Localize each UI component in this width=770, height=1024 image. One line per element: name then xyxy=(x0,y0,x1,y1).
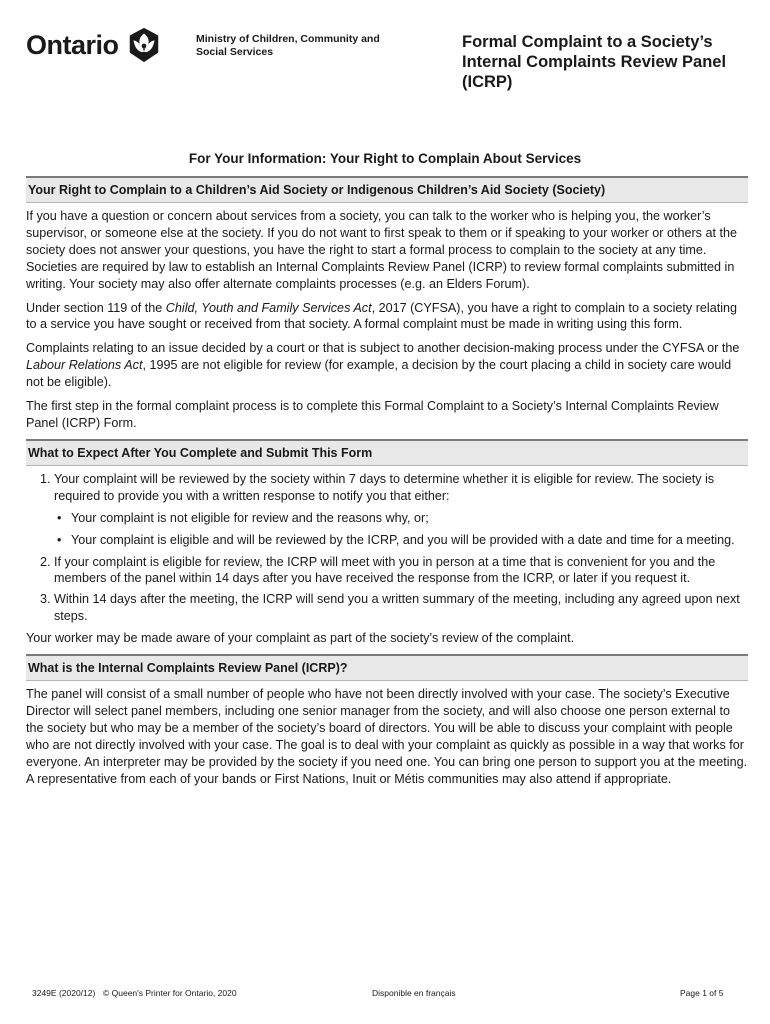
bullet-item: • Your complaint is eligible and will be reviewed by the ICRP, and you will be provided with a date and time for a meeting. xyxy=(71,532,748,549)
ministry-name: Ministry of Children, Community and Social Services xyxy=(196,33,380,58)
text-span: Under section 119 of the xyxy=(26,300,166,315)
act-title: Labour Relations Act xyxy=(26,358,143,373)
trillium-icon xyxy=(125,26,163,64)
paragraph-concerns: If you have a question or concern about services from a society, you can talk to the worker who is helping you, the worker’s supervisor, or someone else at the society. If you do not want to first speak to them or if speaking to your worker or others at the society does not answer your questions, you have the right to start a formal process to complain to the society at any time. Societies are required by law to establish an Internal Complaints Review Panel (ICRP) to review formal complaints submitted in writing. Your society may also offer alternate complaints processes (e.g. an Elders Forum). xyxy=(26,209,737,291)
act-title: Child, Youth and Family Services Act xyxy=(165,300,372,315)
bullet-item: • Your complaint is not eligible for review and the reasons why, or; xyxy=(71,510,748,527)
form-number: 3249E (2020/12) xyxy=(32,988,96,998)
step-text: Your complaint will be reviewed by the society within 7 days to determine whether it is eligible for review. The society is required to provide you with a written response to notify you that either: xyxy=(54,471,715,503)
page-number: Page 1 of 5 xyxy=(680,988,724,998)
ontario-wordmark: Ontario xyxy=(26,29,119,60)
copyright: © Queen's Printer for Ontario, 2020 xyxy=(103,988,237,998)
list-item: 2. If your complaint is eligible for review, the ICRP will meet with you in person at a time that is convenient for you and the members of the panel within 14 days after you have received the response from the ICRP, or later if you request it. xyxy=(54,554,748,588)
paragraph-panel: The panel will consist of a small number of people who have not been directly involved with your case. The society’s Executive Director will select panel members, including one senior manager from the society, and will also choose one person external to the society but who may be a member of the society’s board of directors. You will be able to discuss your complaint with people who are not directly involved with your case. The goal is to deal with your complaint as quickly as possible in a way that works for everyone. An interpreter may be provided by the society if you need one. You can bring one person to support you at the meeting. A representative from each of your bands or First Nations, Inuit or Métis communities may also attend if appropriate. xyxy=(26,687,748,786)
ontario-logo xyxy=(26,26,163,64)
paragraph-worker-aware: Your worker may be made aware of your complaint as part of the society’s review of the complaint. xyxy=(26,631,575,646)
list-item: 3. Within 14 days after the meeting, the ICRP will send you a written summary of the meeting, including any agreed upon next steps. xyxy=(54,591,748,625)
paragraph-ineligible xyxy=(26,340,748,391)
form-title: Formal Complaint to a Society’s Internal Complaints Review Panel (ICRP) xyxy=(462,33,727,91)
bullet-list xyxy=(54,510,748,549)
paragraph-first-step: The first step in the formal complaint process is to complete this Formal Complaint to a Society’s Internal Complaints Review Panel (ICRP) Form. xyxy=(26,399,719,430)
text-span: , 1995 are not eligible for review (for example, a decision by the court placing a child in society care would not be eligible). xyxy=(26,358,732,390)
section-heading-icrp: What is the Internal Complaints Review Panel (ICRP)? xyxy=(26,654,748,681)
list-item xyxy=(54,471,748,549)
text-span: , 2017 (CYFSA), you have a right to complain to a society relating to a service you have sought or received from that society. A formal complaint must be made in writing using this form. xyxy=(26,300,737,332)
paragraph-cyfsa xyxy=(26,300,748,334)
form-content xyxy=(26,176,748,794)
steps-list xyxy=(26,471,748,625)
section-heading-right-to-complain: Your Right to Complain to a Children’s Aid Society or Indigenous Children’s Aid Society (Society) xyxy=(26,176,748,203)
info-heading: For Your Information: Your Right to Complain About Services xyxy=(188,151,582,166)
section-heading-what-to-expect: What to Expect After You Complete and Submit This Form xyxy=(26,439,748,466)
text-span: Complaints relating to an issue decided by a court or that is subject to another decision-making process under the CYFSA or the xyxy=(26,341,740,356)
french-availability: Disponible en français xyxy=(372,988,456,998)
